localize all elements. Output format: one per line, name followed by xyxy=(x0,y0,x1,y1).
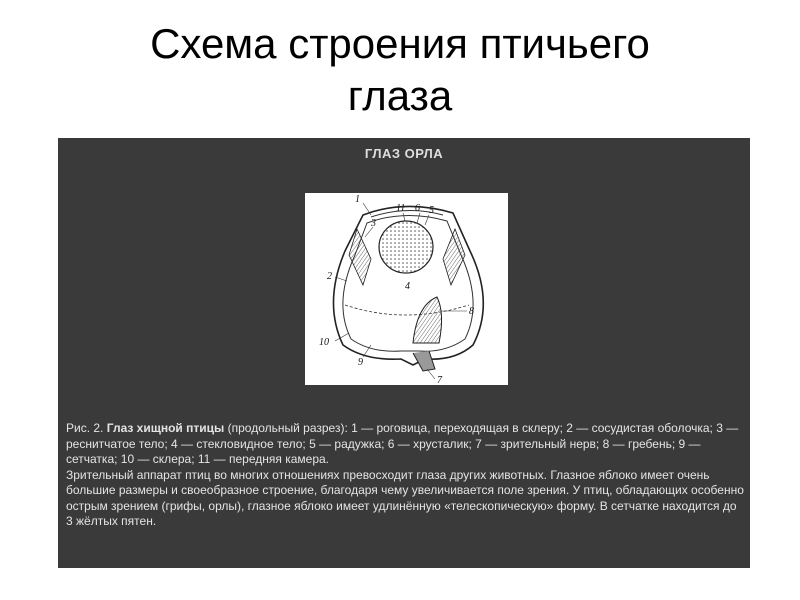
caption-paragraph: Зрительный аппарат птиц во многих отношениях превосходит глаза других животных. Глазное яблоко имеет очень большие размеры и своеобразное строение, благодаря чему увеличивается поле зрения. У птиц, обладающих особенно острым зрением (грифы, орлы), глазное яблоко имеет удлинённую «телескопическую» форму. В сетчатке находится до 3 жёлтых пятен. xyxy=(66,467,744,528)
slide-title xyxy=(40,18,760,122)
eye-diagram-svg xyxy=(305,193,508,385)
caption-fig-rest: (продольный разрез): 1 — роговица, переходящая в склеру; 2 — сосудистая оболочка; 3 — реснитчатое тело; 4 — стекловидное тело; 5 — радужка; 6 — хрусталик; 7 — зрительный нерв; 8 — гребень; 9 — сетчатка; 10 — склера; 11 — передняя камера. xyxy=(66,421,739,466)
diagram-label-5: 5 xyxy=(429,205,434,216)
caption-fig-prefix: Рис. 2. xyxy=(66,421,104,435)
diagram-label-4: 4 xyxy=(405,281,410,292)
figure-heading: ГЛАЗ ОРЛА xyxy=(364,146,444,161)
diagram-label-9: 9 xyxy=(358,357,363,368)
retina-line xyxy=(345,305,469,315)
figure-caption xyxy=(66,421,744,530)
caption-fig-bold: Глаз хищной птицы xyxy=(106,421,225,435)
lens xyxy=(379,221,433,273)
caption-legend xyxy=(66,421,744,468)
diagram-label-8: 8 xyxy=(469,306,474,317)
slide-title-line-2: глаза xyxy=(347,72,453,119)
diagram-label-3: 3 xyxy=(371,218,376,229)
diagram-label-10: 10 xyxy=(319,337,329,348)
diagram-label-1: 1 xyxy=(355,194,360,205)
figure-panel xyxy=(58,138,750,568)
pecten xyxy=(413,297,442,343)
ciliary-body-right xyxy=(443,229,465,285)
eye-diagram xyxy=(305,193,508,385)
diagram-label-6: 6 xyxy=(415,203,420,214)
slide-title-line-1: Схема строения птичьего xyxy=(150,20,650,67)
diagram-label-2: 2 xyxy=(327,271,332,282)
diagram-label-11: 11 xyxy=(396,203,406,214)
optic-nerve xyxy=(413,351,435,371)
diagram-label-7: 7 xyxy=(437,375,442,385)
